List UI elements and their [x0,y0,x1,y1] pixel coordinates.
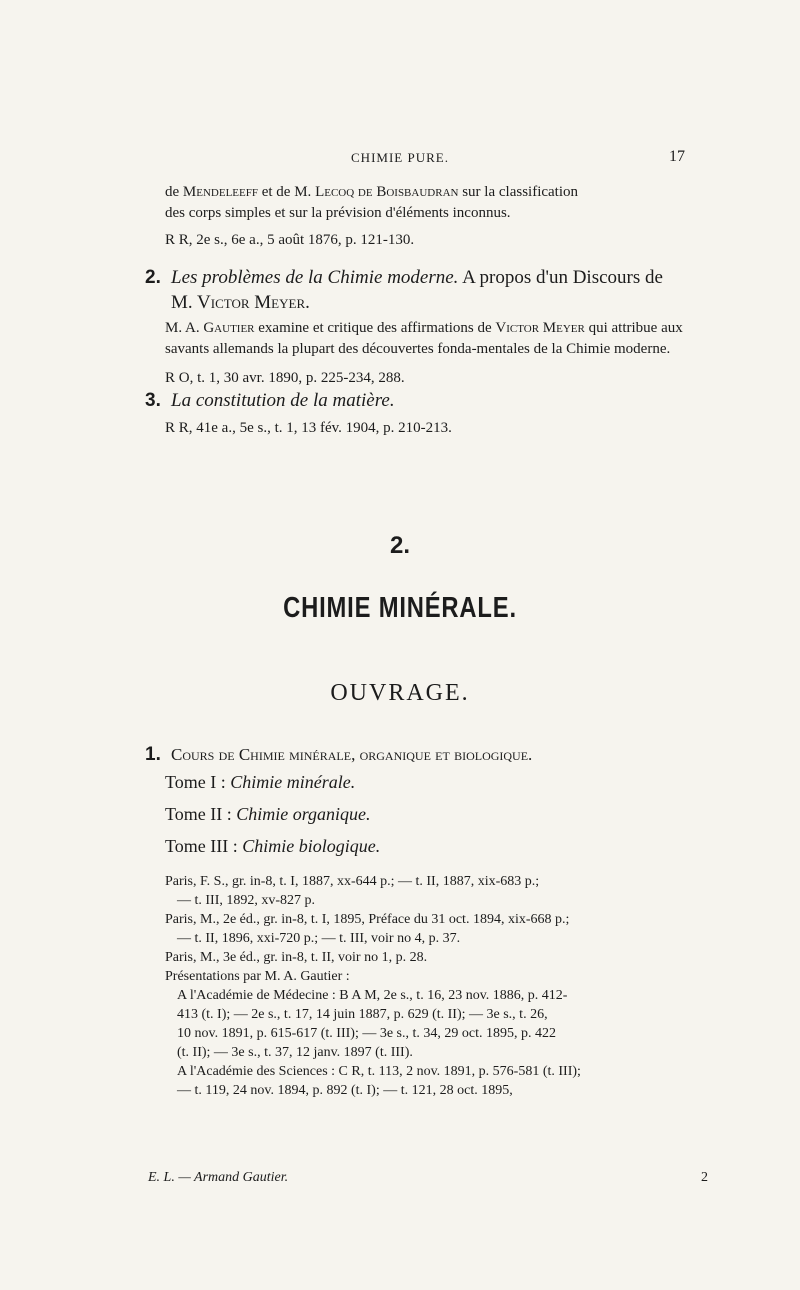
reference: R R, 2e s., 6e a., 5 août 1876, p. 121-130. [165,232,415,248]
tome-line: Tome III : Chimie biologique. [165,836,381,856]
page-number: 17 [669,148,685,165]
footer-signature-line: E. L. — Armand Gautier. [148,1170,289,1185]
entry-2-title: 2. Les problèmes de la Chimie moderne. A propos d'un Discours de M. Victor Meyer. [145,267,663,313]
reference: R R, 41e a., 5e s., t. 1, 13 fév. 1904, p. 210-213. [165,420,452,436]
tome-line: Tome II : Chimie organique. [165,804,371,824]
subsection-title: OUVRAGE. [330,680,470,706]
author-name: Lecoq de Boisbaudran [315,184,459,200]
section-title: CHIMIE MINÉRALE. [283,592,517,624]
section-number: 2. [389,532,410,559]
tome-line: Tome I : Chimie minérale. [165,772,356,792]
entry-2-body: M. A. Gautier examine et critique des affirmations de Victor Meyer qui attribue aux savants allemands la plupart des découvertes fonda-mentales de la Chimie moderne. R O, t. 1, 30 avr. 1890, p. 225-234, 288. [165,318,705,387]
running-head: CHIMIE PURE. [351,150,449,165]
signature-mark: 2 [701,1170,708,1185]
reference: R O, t. 1, 30 avr. 1890, p. 225-234, 288. [165,370,405,386]
footer [148,1170,708,1186]
author-name: Mendeleeff [182,184,258,200]
entry-1-title: 1. Cours de Chimie minérale, organique et biologique. [145,744,533,765]
entry-3-body [165,420,705,437]
publication-details: Paris, F. S., gr. in-8, t. I, 1887, xx-644 p.; — t. II, 1887, xix-683 p.; — t. III, 1892, xv-827 p. Paris, M., 2e éd., gr. in-8, t. I, 1895, Préface du 31 oct. 1894, xix-668 p.; — t. II, 1896, xxi-720 p.; — t. III, voir no 4, p. 37. Paris, M., 3e éd., gr. in-8, t. II, voir no 1, p. 28. Présentations par M. A. Gautier : A l'Académie de Médecine : B A M, 2e s., t. 16, 23 nov. 1886, p. 412- 413 (t. I); — 2e s., t. 17, 14 juin 1887, p. 629 (t. II); — 3e s., t. 26, 10 nov. 1891, p. 615-617 (t. III); — 3e s., t. 34, 29 oct. 1895, p. 422 (t. II); — 3e s., t. 37, 12 janv. 1897 (t. III). A l'Académie des Sciences : C R, t. 113, 2 nov. 1891, p. 576-581 (t. III); — t. 119, 24 nov. 1894, p. 892 (t. I); — t. 121, 28 oct. 1895, [165,874,581,1098]
continuation-paragraph: de Mendeleeff et de M. Lecoq de Boisbaudran sur la classification des corps simples et sur la prévision d'éléments inconnus. R R, 2e s., 6e a., 5 août 1876, p. 121-130. [165,182,705,249]
entry-3-title: 3. La constitution de la matière. [145,390,395,411]
